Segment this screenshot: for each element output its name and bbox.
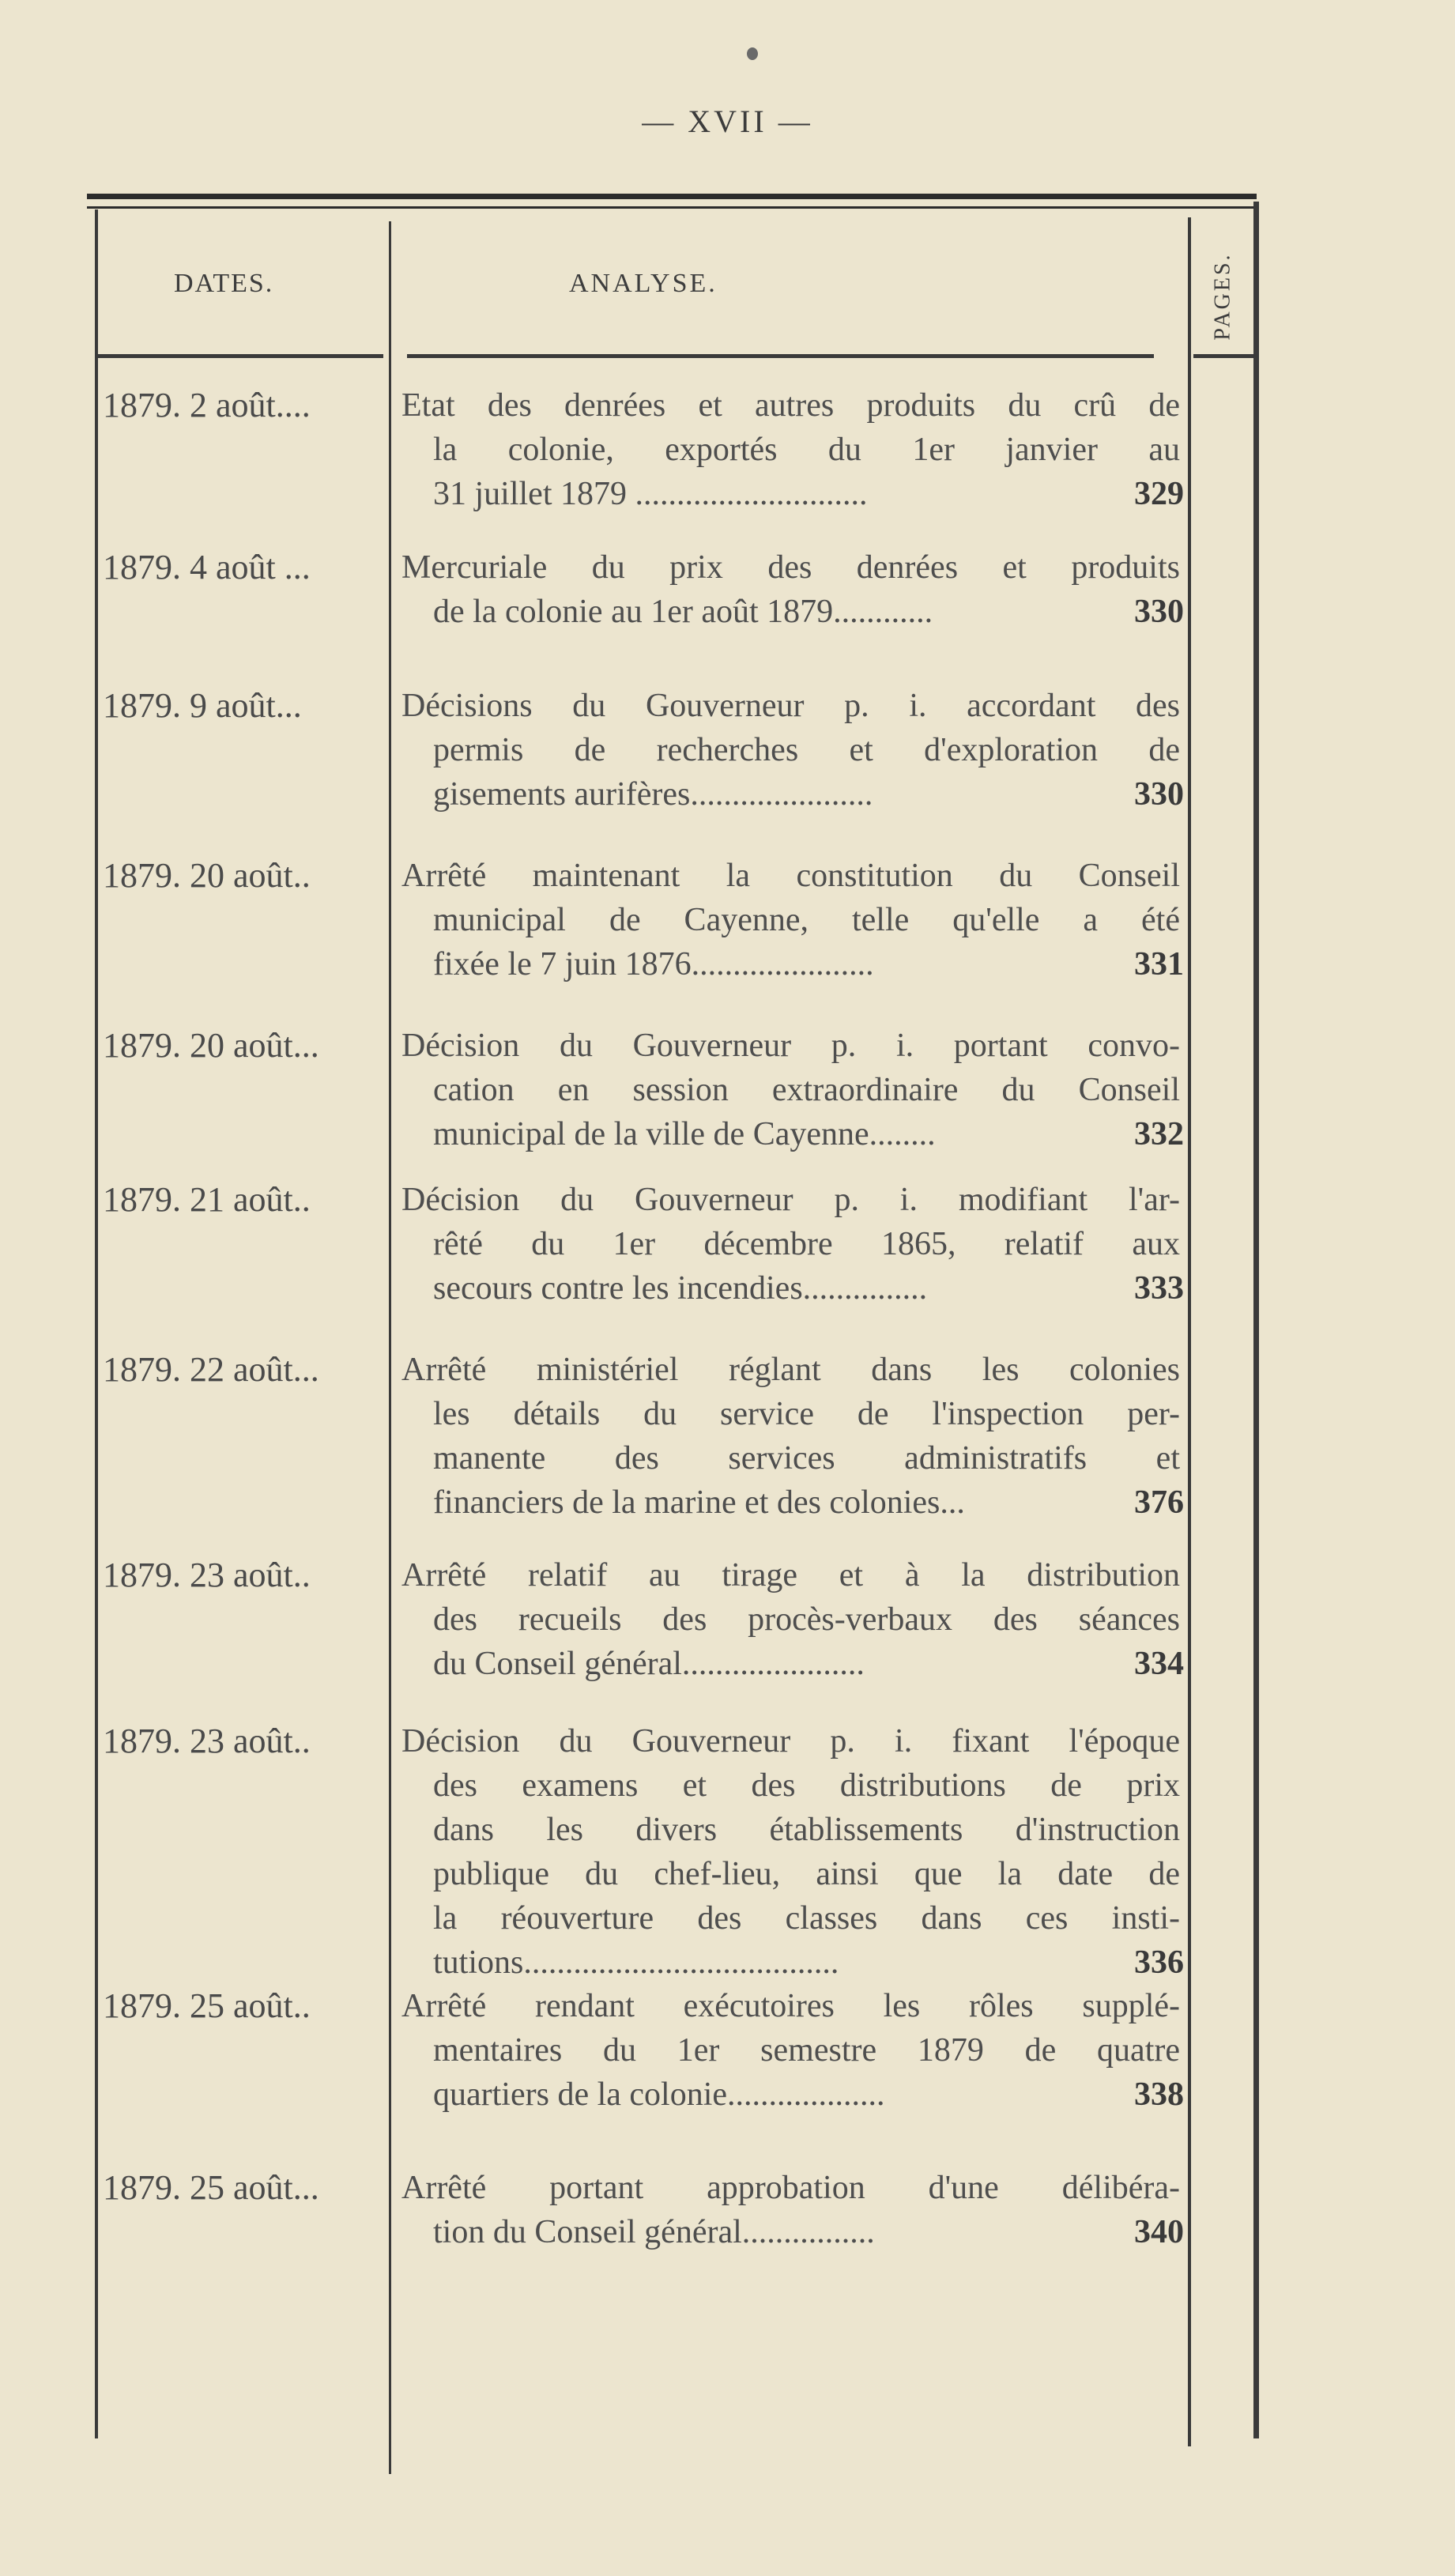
analysis-line: Arrêté relatif au tirage et à la distribution bbox=[401, 1557, 1180, 1593]
analysis-line: dans les divers établissements d'instruction bbox=[433, 1812, 1180, 1848]
entry-analysis bbox=[401, 1024, 1180, 1156]
analysis-line: des examens et des distributions de prix bbox=[433, 1767, 1180, 1804]
header-rule-dates bbox=[95, 354, 383, 358]
entry-date: 1879. 25 août... bbox=[103, 2168, 319, 2207]
entry-analysis bbox=[401, 1348, 1180, 1525]
analysis-line: permis de recherches et d'exploration de bbox=[433, 732, 1180, 768]
entry-page: 334 bbox=[1134, 1646, 1184, 1682]
analysis-line: quartiers de la colonie................... bbox=[433, 2076, 885, 2113]
entry-page: 332 bbox=[1134, 1116, 1184, 1152]
entry-page: 329 bbox=[1134, 476, 1184, 512]
analysis-line: Décision du Gouverneur p. i. modifiant l'ar- bbox=[401, 1182, 1180, 1218]
entry-date: 1879. 23 août.. bbox=[103, 1722, 311, 1760]
analysis-line: les détails du service de l'inspection per- bbox=[433, 1396, 1180, 1432]
entry-page: 330 bbox=[1134, 776, 1184, 813]
analysis-line: la réouverture des classes dans ces insti- bbox=[433, 1900, 1180, 1937]
header-pages: PAGES. bbox=[1211, 252, 1235, 341]
analysis-line: Décision du Gouverneur p. i. fixant l'époque bbox=[401, 1723, 1180, 1759]
entry-page: 376 bbox=[1134, 1484, 1184, 1521]
entry-page: 333 bbox=[1134, 1270, 1184, 1307]
entry-page: 331 bbox=[1134, 946, 1184, 983]
header-rule-pages bbox=[1193, 354, 1255, 358]
ink-speck bbox=[747, 47, 758, 60]
index-table bbox=[87, 194, 1265, 2438]
entry-date: 1879. 22 août... bbox=[103, 1350, 319, 1389]
analysis-line: secours contre les incendies............... bbox=[433, 1270, 928, 1307]
entry-analysis bbox=[401, 383, 1180, 516]
entry-analysis bbox=[401, 854, 1180, 986]
header-pages-box bbox=[1200, 217, 1247, 375]
analysis-line: Décision du Gouverneur p. i. portant convo- bbox=[401, 1028, 1180, 1064]
analysis-line: municipal de la ville de Cayenne........ bbox=[433, 1116, 936, 1152]
header-dates: DATES. bbox=[174, 269, 274, 298]
entry-page: 336 bbox=[1134, 1944, 1184, 1981]
analysis-line: mentaires du 1er semestre 1879 de quatre bbox=[433, 2032, 1180, 2069]
table-top-rule-thin bbox=[87, 206, 1257, 209]
entry-date: 1879. 4 août ... bbox=[103, 548, 311, 586]
analysis-line: de la colonie au 1er août 1879............ bbox=[433, 594, 933, 630]
analysis-line: rêté du 1er décembre 1865, relatif aux bbox=[433, 1226, 1180, 1262]
entry-date: 1879. 25 août.. bbox=[103, 1986, 311, 2025]
analysis-line: publique du chef-lieu, ainsi que la date de bbox=[433, 1856, 1180, 1892]
entry-page: 340 bbox=[1134, 2214, 1184, 2250]
analysis-line: gisements aurifères...................... bbox=[433, 776, 873, 813]
entry-date: 1879. 2 août.... bbox=[103, 386, 311, 424]
analysis-line: des recueils des procès-verbaux des séances bbox=[433, 1601, 1180, 1638]
entry-date: 1879. 20 août.. bbox=[103, 856, 311, 895]
analysis-line: Décisions du Gouverneur p. i. accordant des bbox=[401, 688, 1180, 724]
entry-analysis bbox=[401, 1178, 1180, 1311]
analysis-line: Arrêté rendant exécutoires les rôles supplé- bbox=[401, 1988, 1180, 2024]
pages-column-divider bbox=[1188, 217, 1191, 2446]
header-rule-analyse bbox=[407, 354, 1154, 358]
analysis-line: Mercuriale du prix des denrées et produits bbox=[401, 549, 1180, 586]
analysis-line: fixée le 7 juin 1876...................... bbox=[433, 946, 874, 983]
entry-analysis bbox=[401, 1719, 1180, 1985]
entry-analysis bbox=[401, 2166, 1180, 2254]
entry-date: 1879. 9 août... bbox=[103, 686, 302, 725]
analysis-line: tion du Conseil général................ bbox=[433, 2214, 875, 2250]
analysis-line: manente des services administratifs et bbox=[433, 1440, 1180, 1477]
entry-analysis bbox=[401, 545, 1180, 634]
analysis-line: du Conseil général...................... bbox=[433, 1646, 865, 1682]
analysis-line: Arrêté portant approbation d'une délibéra- bbox=[401, 2170, 1180, 2206]
analysis-line: la colonie, exportés du 1er janvier au bbox=[433, 432, 1180, 468]
table-top-rule bbox=[87, 194, 1257, 199]
entry-date: 1879. 23 août.. bbox=[103, 1556, 311, 1594]
table-left-border bbox=[95, 209, 98, 2438]
dates-column-divider bbox=[389, 221, 391, 2474]
entry-page: 330 bbox=[1134, 594, 1184, 630]
page-number: — XVII — bbox=[642, 104, 813, 139]
entry-page: 338 bbox=[1134, 2076, 1184, 2113]
entry-analysis bbox=[401, 1984, 1180, 2117]
entry-date: 1879. 21 août.. bbox=[103, 1180, 311, 1219]
table-right-border bbox=[1253, 202, 1259, 2438]
analysis-line: municipal de Cayenne, telle qu'elle a été bbox=[433, 902, 1180, 938]
analysis-line: financiers de la marine et des colonies... bbox=[433, 1484, 965, 1521]
analysis-line: tutions...................................... bbox=[433, 1944, 839, 1981]
analysis-line: 31 juillet 1879 ............................ bbox=[433, 476, 868, 512]
analysis-line: Etat des denrées et autres produits du crû de bbox=[401, 387, 1180, 424]
header-analyse: ANALYSE. bbox=[569, 269, 718, 298]
entry-date: 1879. 20 août... bbox=[103, 1026, 319, 1065]
entry-analysis bbox=[401, 1553, 1180, 1686]
analysis-line: cation en session extraordinaire du Conseil bbox=[433, 1072, 1180, 1108]
entry-analysis bbox=[401, 684, 1180, 817]
analysis-line: Arrêté maintenant la constitution du Conseil bbox=[401, 858, 1180, 894]
analysis-line: Arrêté ministériel réglant dans les colonies bbox=[401, 1352, 1180, 1388]
